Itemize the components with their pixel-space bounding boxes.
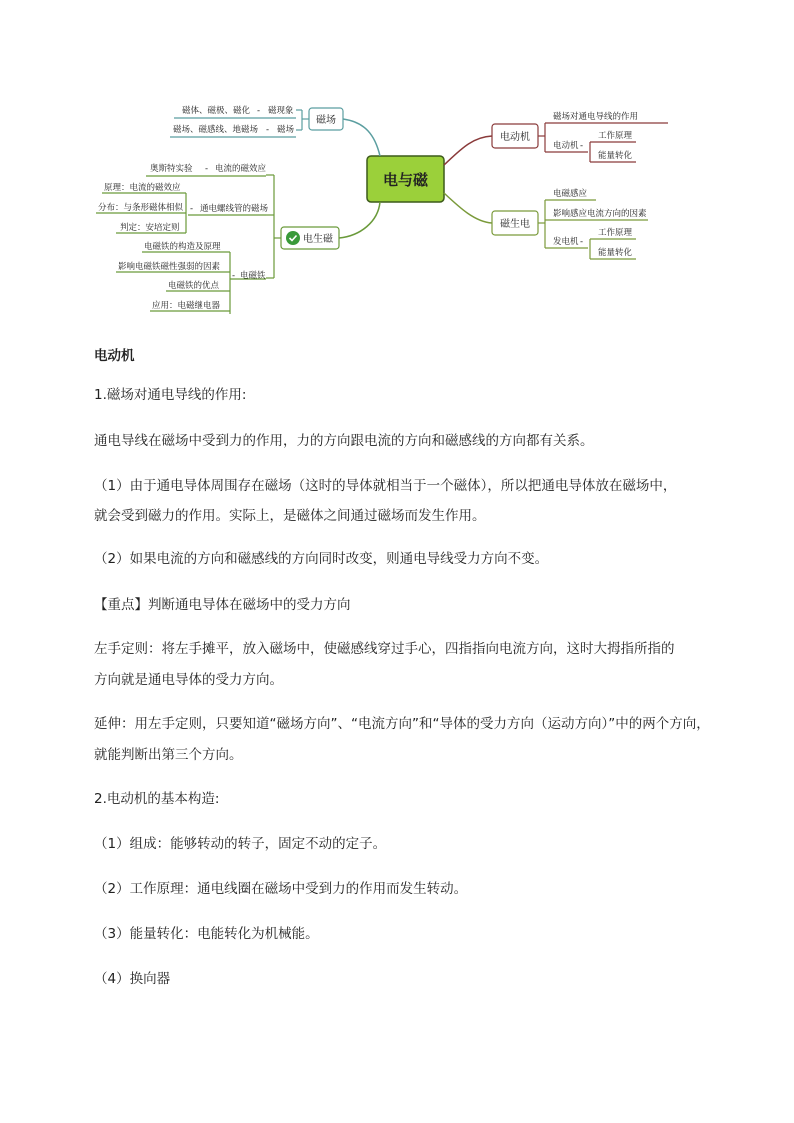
branch-cishengdian — [492, 188, 648, 259]
branch-cichang — [170, 105, 343, 137]
branch-diandongji-label: 电动机 — [500, 132, 530, 143]
branch-cishengdian-label: 磁生电 — [500, 219, 530, 230]
branch-cichang-label: 磁场 — [316, 115, 336, 126]
dsc-child-1: 电流的磁效应 — [215, 164, 267, 174]
branch-diandongji — [492, 111, 668, 162]
check-icon — [286, 231, 300, 245]
cichang-child-1: 磁现象 — [268, 106, 294, 116]
svg-text:-: - — [580, 141, 584, 151]
csd-3-sub-1: 工作原理 — [598, 228, 633, 238]
dsc-2-sub-2: 分布：与条形磁体相似 — [98, 203, 184, 213]
cichang-child-2: 磁场 — [277, 125, 295, 135]
para-10: （2）工作原理：通电线圈在磁场中受到力的作用而发生转动。 — [94, 881, 468, 897]
dsc-3-sub-4: 应用：电磁继电器 — [152, 301, 221, 311]
csd-child-3: 发电机 — [553, 237, 579, 247]
svg-text:-: - — [205, 164, 209, 174]
dsc-3-sub-2: 影响电磁铁磁性强弱的因素 — [118, 262, 221, 272]
ddj-child-2: 电动机 — [553, 141, 579, 151]
para-12: （4）换向器 — [94, 971, 171, 987]
svg-text:-: - — [580, 237, 584, 247]
ddj-2-sub-1: 工作原理 — [598, 131, 633, 141]
dsc-3-sub-3: 电磁铁的优点 — [168, 281, 220, 291]
para-6b: 方向就是通电导体的受力方向。 — [94, 672, 283, 688]
para-3a: （1）由于通电导体周围存在磁场（这时的导体就相当于一个磁体），所以把通电导体放在磁场中， — [94, 478, 677, 494]
svg-text:-: - — [232, 271, 236, 281]
csd-3-sub-2: 能量转化 — [598, 248, 633, 258]
dash-2: - — [266, 125, 270, 135]
cichang-sub-2: 磁场、磁感线、地磁场 — [173, 125, 259, 135]
dsc-3-sub-1: 电磁铁的构造及原理 — [144, 242, 221, 252]
dash-1: - — [257, 106, 261, 116]
ddj-child-1: 磁场对通电导线的作用 — [553, 112, 639, 122]
para-8: 2.电动机的基本构造: — [94, 791, 220, 807]
center-label: 电与磁 — [382, 171, 429, 189]
dsc-child-3: 电磁铁 — [240, 271, 266, 281]
csd-child-2: 影响感应电流方向的因素 — [553, 209, 647, 219]
dsc-child-2: 通电螺线管的磁场 — [200, 204, 269, 214]
dsc-sub-1: 奥斯特实验 — [150, 164, 193, 174]
branch-dianshengci-label: 电生磁 — [303, 234, 333, 245]
mindmap-center — [367, 156, 444, 202]
para-9: （1）组成：能够转动的转子，固定不动的定子。 — [94, 836, 387, 852]
para-3b: 就会受到磁力的作用。实际上，是磁体之间通过磁场而发生作用。 — [94, 508, 486, 524]
section-heading: 电动机 — [94, 348, 135, 364]
para-4: （2）如果电流的方向和磁感线的方向同时改变，则通电导线受力方向不变。 — [94, 551, 549, 567]
svg-text:-: - — [190, 204, 194, 214]
para-1: 1.磁场对通电导线的作用: — [94, 387, 247, 403]
cichang-sub-1: 磁体、磁极、磁化 — [182, 106, 251, 116]
mind-map — [0, 0, 794, 330]
para-11: （3）能量转化：电能转化为机械能。 — [94, 926, 319, 942]
csd-child-1: 电磁感应 — [553, 189, 588, 199]
branch-dianshengci — [96, 163, 339, 314]
para-7b: 就能判断出第三个方向。 — [94, 747, 243, 763]
para-5: 【重点】判断通电导体在磁场中的受力方向 — [94, 597, 351, 613]
para-6a: 左手定则：将左手摊平，放入磁场中，使磁感线穿过手心，四指指向电流方向，这时大拇指所指的 — [94, 641, 675, 657]
dsc-2-sub-1: 原理：电流的磁效应 — [104, 183, 181, 193]
dsc-2-sub-3: 判定：安培定则 — [120, 223, 180, 233]
para-2: 通电导线在磁场中受到力的作用，力的方向跟电流的方向和磁感线的方向都有关系。 — [94, 433, 594, 449]
para-7a: 延伸：用左手定则，只要知道“磁场方向”、“电流方向”和“导体的受力方向（运动方向）”中的两个方向， — [94, 716, 710, 732]
ddj-2-sub-2: 能量转化 — [598, 151, 633, 161]
